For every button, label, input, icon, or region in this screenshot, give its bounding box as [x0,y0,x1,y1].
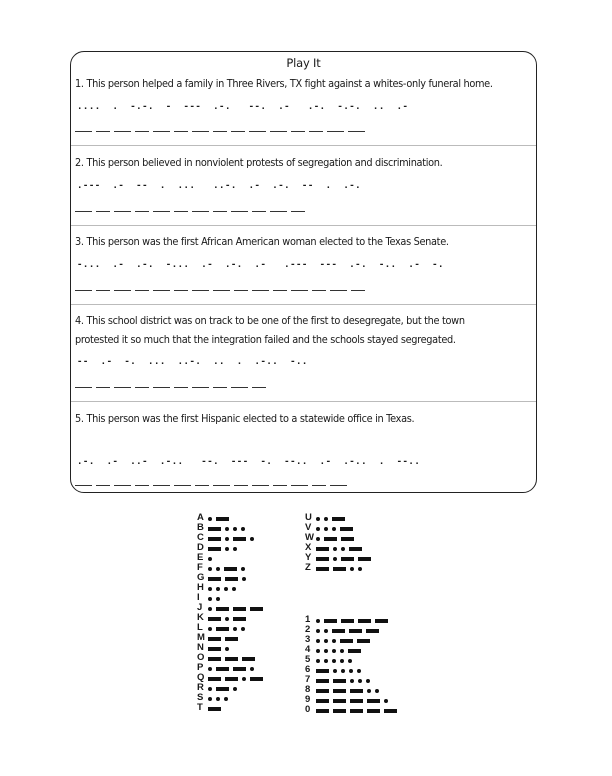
morse-dash [316,679,329,683]
answer-blank[interactable] [291,485,308,486]
morse-dot [225,527,229,531]
answer-blank[interactable] [75,211,92,212]
morse-key-character: A [197,512,204,523]
question-1-answer-blanks[interactable] [75,131,369,133]
morse-dot [316,649,320,653]
morse-key-character: O [197,652,205,663]
morse-dash [332,517,345,521]
answer-blank[interactable] [192,387,209,388]
morse-dot [333,669,337,673]
morse-dot [225,537,229,541]
answer-blank[interactable] [174,131,188,132]
morse-dot [241,627,245,631]
answer-blank[interactable] [213,131,227,132]
morse-dot [216,587,220,591]
morse-dash [233,617,246,621]
morse-dot [208,627,212,631]
morse-key-character: 7 [305,674,311,685]
morse-dash [208,527,221,531]
morse-dash [225,657,238,661]
answer-blank[interactable] [135,131,149,132]
answer-blank[interactable] [213,485,230,486]
morse-dot [208,587,212,591]
morse-dash [233,607,246,611]
morse-dash [208,677,221,681]
answer-blank[interactable] [153,211,170,212]
question-4-answer-blanks[interactable] [75,387,270,389]
morse-dot [324,527,328,531]
morse-dash [324,619,337,623]
answer-blank[interactable] [249,131,266,132]
morse-dash [233,537,246,541]
morse-key-character: B [197,522,204,533]
morse-dash [225,677,238,681]
morse-dot [233,547,237,551]
morse-dot [225,547,229,551]
morse-dash [208,707,221,711]
question-2-answer-blanks[interactable] [75,211,309,213]
morse-key-character: K [197,612,204,623]
morse-dash [333,689,346,693]
morse-key-character: 5 [305,654,311,665]
morse-dot [341,669,345,673]
morse-dash [316,557,329,561]
morse-key-character: 0 [305,704,311,715]
morse-key-character: 1 [305,614,311,625]
morse-dot [324,649,328,653]
morse-key-row [305,686,383,696]
morse-dot [358,679,362,683]
morse-dot [242,677,246,681]
morse-dash [324,537,337,541]
morse-dot [375,689,379,693]
morse-dash [367,699,380,703]
answer-blank[interactable] [135,290,149,291]
answer-blank[interactable] [96,131,110,132]
morse-dot [333,547,337,551]
answer-blank[interactable] [231,131,245,132]
morse-dot [340,649,344,653]
answer-blank[interactable] [291,211,305,212]
answer-blank[interactable] [135,387,149,388]
answer-blank[interactable] [75,131,92,132]
morse-dash [216,667,229,671]
morse-dash [357,639,370,643]
morse-key-character: V [305,522,312,533]
answer-blank[interactable] [312,290,326,291]
morse-key-character: G [197,572,205,583]
morse-dot [224,697,228,701]
morse-dash [250,607,263,611]
morse-dash [340,639,353,643]
morse-dash [208,577,221,581]
answer-blank[interactable] [312,485,326,486]
answer-blank[interactable] [330,485,347,486]
morse-dash [242,657,255,661]
worksheet-card [70,51,537,493]
morse-key-character: H [197,582,204,593]
answer-blank[interactable] [252,211,266,212]
morse-key-row [197,704,225,714]
morse-dot [358,567,362,571]
morse-key-character: 2 [305,624,311,635]
question-3-text: 3. This person was the first African American woman elected to the Texas Senate. [75,236,449,248]
morse-key-character: D [197,542,204,553]
morse-dot [232,587,236,591]
morse-dot [324,659,328,663]
answer-blank[interactable] [114,387,131,388]
morse-dot [332,659,336,663]
morse-dot [316,619,320,623]
morse-dash [350,699,363,703]
morse-dash [341,537,354,541]
morse-dot [333,557,337,561]
morse-dot [366,679,370,683]
morse-dot [225,647,229,651]
morse-key-row [197,674,267,684]
morse-dot [340,659,344,663]
morse-dash [348,649,361,653]
morse-key-character: 4 [305,644,311,655]
question-2-morse: .--- .- -- . ... ..-. .- .-. -- . .-. [77,181,362,191]
morse-key-character: W [305,532,314,543]
morse-dot [208,567,212,571]
morse-dot [332,649,336,653]
answer-blank[interactable] [309,131,323,132]
morse-dot [349,669,353,673]
morse-key-character: M [197,632,205,643]
morse-dot [324,629,328,633]
answer-blank[interactable] [330,290,347,291]
morse-dash [350,689,363,693]
answer-blank[interactable] [270,211,287,212]
morse-dash [316,699,329,703]
morse-key-character: T [197,702,203,713]
morse-dot [316,517,320,521]
morse-dot [316,639,320,643]
section-divider [71,304,536,305]
section-divider [71,145,536,146]
question-3-answer-blanks[interactable] [75,290,369,292]
morse-dash [208,657,221,661]
answer-blank[interactable] [291,290,308,291]
morse-dash [216,687,229,691]
morse-dash [225,637,238,641]
morse-dash [367,709,380,713]
morse-dash [341,619,354,623]
morse-dot [367,689,371,693]
answer-blank[interactable] [174,290,188,291]
morse-dot [250,667,254,671]
answer-blank[interactable] [75,387,92,388]
morse-key-row [305,696,392,706]
morse-dash [316,709,329,713]
answer-blank[interactable] [75,290,92,291]
morse-key-character: Y [305,552,312,563]
morse-dot [233,627,237,631]
answer-blank[interactable] [252,387,266,388]
answer-blank[interactable] [96,211,110,212]
answer-blank[interactable] [114,211,131,212]
answer-blank[interactable] [327,131,344,132]
answer-blank[interactable] [96,485,110,486]
morse-dash [316,689,329,693]
answer-blank[interactable] [174,485,191,486]
morse-dot [224,587,228,591]
morse-dot [233,527,237,531]
morse-dash [316,669,329,673]
morse-dash [349,547,362,551]
morse-dash [316,567,329,571]
answer-blank[interactable] [351,290,365,291]
morse-dash [233,667,246,671]
morse-dash [208,547,221,551]
morse-dot [216,567,220,571]
morse-dash [333,709,346,713]
morse-dot [216,697,220,701]
morse-dash [358,557,371,561]
morse-dot [208,607,212,611]
morse-dash [375,619,388,623]
answer-blank[interactable] [114,131,131,132]
morse-dash [216,517,229,521]
morse-dash [358,619,371,623]
morse-key-character: Q [197,672,205,683]
morse-dot [316,629,320,633]
morse-key-character: I [197,592,200,603]
morse-dash [333,679,346,683]
morse-key-character: S [197,692,204,703]
morse-dash [250,677,263,681]
answer-blank[interactable] [114,485,131,486]
morse-dash [333,567,346,571]
morse-dot [208,667,212,671]
morse-dot [241,527,245,531]
morse-key-character: L [197,622,203,633]
answer-blank[interactable] [153,485,170,486]
morse-dash [208,537,221,541]
morse-dot [332,527,336,531]
morse-dash [216,607,229,611]
morse-key-character: F [197,562,203,573]
morse-dot [357,669,361,673]
answer-blank[interactable] [231,387,248,388]
morse-dot [350,679,354,683]
morse-dot [208,597,212,601]
answer-blank[interactable] [234,290,248,291]
morse-key-character: U [305,512,312,523]
answer-blank[interactable] [252,485,269,486]
morse-key-row [305,636,374,646]
answer-blank[interactable] [192,211,209,212]
morse-key-character: R [197,682,204,693]
morse-dot [242,577,246,581]
morse-dot [208,557,212,561]
morse-key-character: C [197,532,204,543]
answer-blank[interactable] [174,387,188,388]
morse-key-character: 6 [305,664,311,675]
answer-blank[interactable] [195,485,209,486]
question-4-morse: -- .- -. ... ..-. .. . .-.. -.. [77,357,308,367]
morse-dot [208,517,212,521]
morse-dash [316,547,329,551]
answer-blank[interactable] [75,485,92,486]
morse-key-row [305,626,383,636]
answer-blank[interactable] [135,485,149,486]
section-divider [71,401,536,402]
morse-dot [324,639,328,643]
answer-blank[interactable] [153,131,170,132]
answer-blank[interactable] [213,290,230,291]
morse-key-character: 9 [305,694,311,705]
question-2-text: 2. This person believed in nonviolent protests of segregation and discrimination. [75,157,443,169]
morse-key-row [305,676,374,686]
answer-blank[interactable] [273,485,287,486]
morse-dot [233,687,237,691]
morse-dash [384,709,397,713]
morse-key-row [197,604,267,614]
morse-dash [224,567,237,571]
morse-dash [332,629,345,633]
morse-dot [332,639,336,643]
answer-blank[interactable] [96,290,110,291]
morse-dash [216,627,229,631]
answer-blank[interactable] [153,290,170,291]
morse-dot [316,659,320,663]
worksheet-title: Play It [286,56,321,70]
morse-dot [241,567,245,571]
morse-dot [316,537,320,541]
answer-blank[interactable] [213,211,227,212]
morse-dash [340,527,353,531]
answer-blank[interactable] [234,485,248,486]
question-3-morse: -... .- .-. -... .- .-. .- .--- --- .-. -.. .- -. [77,260,444,270]
morse-dot [225,617,229,621]
morse-key-row [305,564,366,574]
morse-dot [216,597,220,601]
question-5-answer-blanks[interactable] [75,485,351,487]
section-divider [71,225,536,226]
morse-dash [208,647,221,651]
morse-key-character: J [197,602,203,613]
morse-dot [208,687,212,691]
answer-blank[interactable] [192,131,209,132]
morse-dot [384,699,388,703]
morse-key-character: 3 [305,634,311,645]
morse-dash [225,577,238,581]
morse-dash [366,629,379,633]
morse-dash [341,557,354,561]
answer-blank[interactable] [291,131,305,132]
answer-blank[interactable] [135,211,149,212]
morse-dot [316,527,320,531]
answer-blank[interactable] [273,290,287,291]
morse-dot [208,697,212,701]
morse-key-character: 8 [305,684,311,695]
answer-blank[interactable] [348,131,365,132]
morse-dash [333,699,346,703]
morse-key-row [305,554,375,564]
morse-key-character: E [197,552,204,563]
morse-dot [350,567,354,571]
morse-dash [208,637,221,641]
question-1-text: 1. This person helped a family in Three Rivers, TX fight against a whites-only funeral home. [75,78,493,90]
morse-key-character: X [305,542,312,553]
answer-blank[interactable] [252,290,269,291]
morse-dot [341,547,345,551]
answer-blank[interactable] [213,387,227,388]
answer-blank[interactable] [192,290,209,291]
morse-key-row [305,616,392,626]
answer-blank[interactable] [231,211,248,212]
morse-dot [250,537,254,541]
answer-blank[interactable] [153,387,170,388]
question-4-text: 4. This school district was on track to be one of the first to desegregate, but the town protested it so much that the integration failed and the schools stayed segregated. [75,315,465,346]
morse-dash [350,709,363,713]
question-5-morse: .-. .- ..- .-.. --. --- -. --.. .- .-.. . --.. [77,457,421,467]
question-5-text: 5. This person was the first Hispanic elected to a statewide office in Texas. [75,413,415,425]
question-1-morse: .... . -.-. - --- .-. --. .- .-. -.-. .. .- [77,102,409,112]
answer-blank[interactable] [174,211,188,212]
morse-key-character: N [197,642,204,653]
morse-key-character: P [197,662,204,673]
morse-key-row [305,706,401,716]
morse-dot [324,517,328,521]
answer-blank[interactable] [96,387,110,388]
answer-blank[interactable] [114,290,131,291]
morse-key-character: Z [305,562,311,573]
morse-dot [348,659,352,663]
answer-blank[interactable] [270,131,287,132]
morse-dash [208,617,221,621]
morse-dash [349,629,362,633]
